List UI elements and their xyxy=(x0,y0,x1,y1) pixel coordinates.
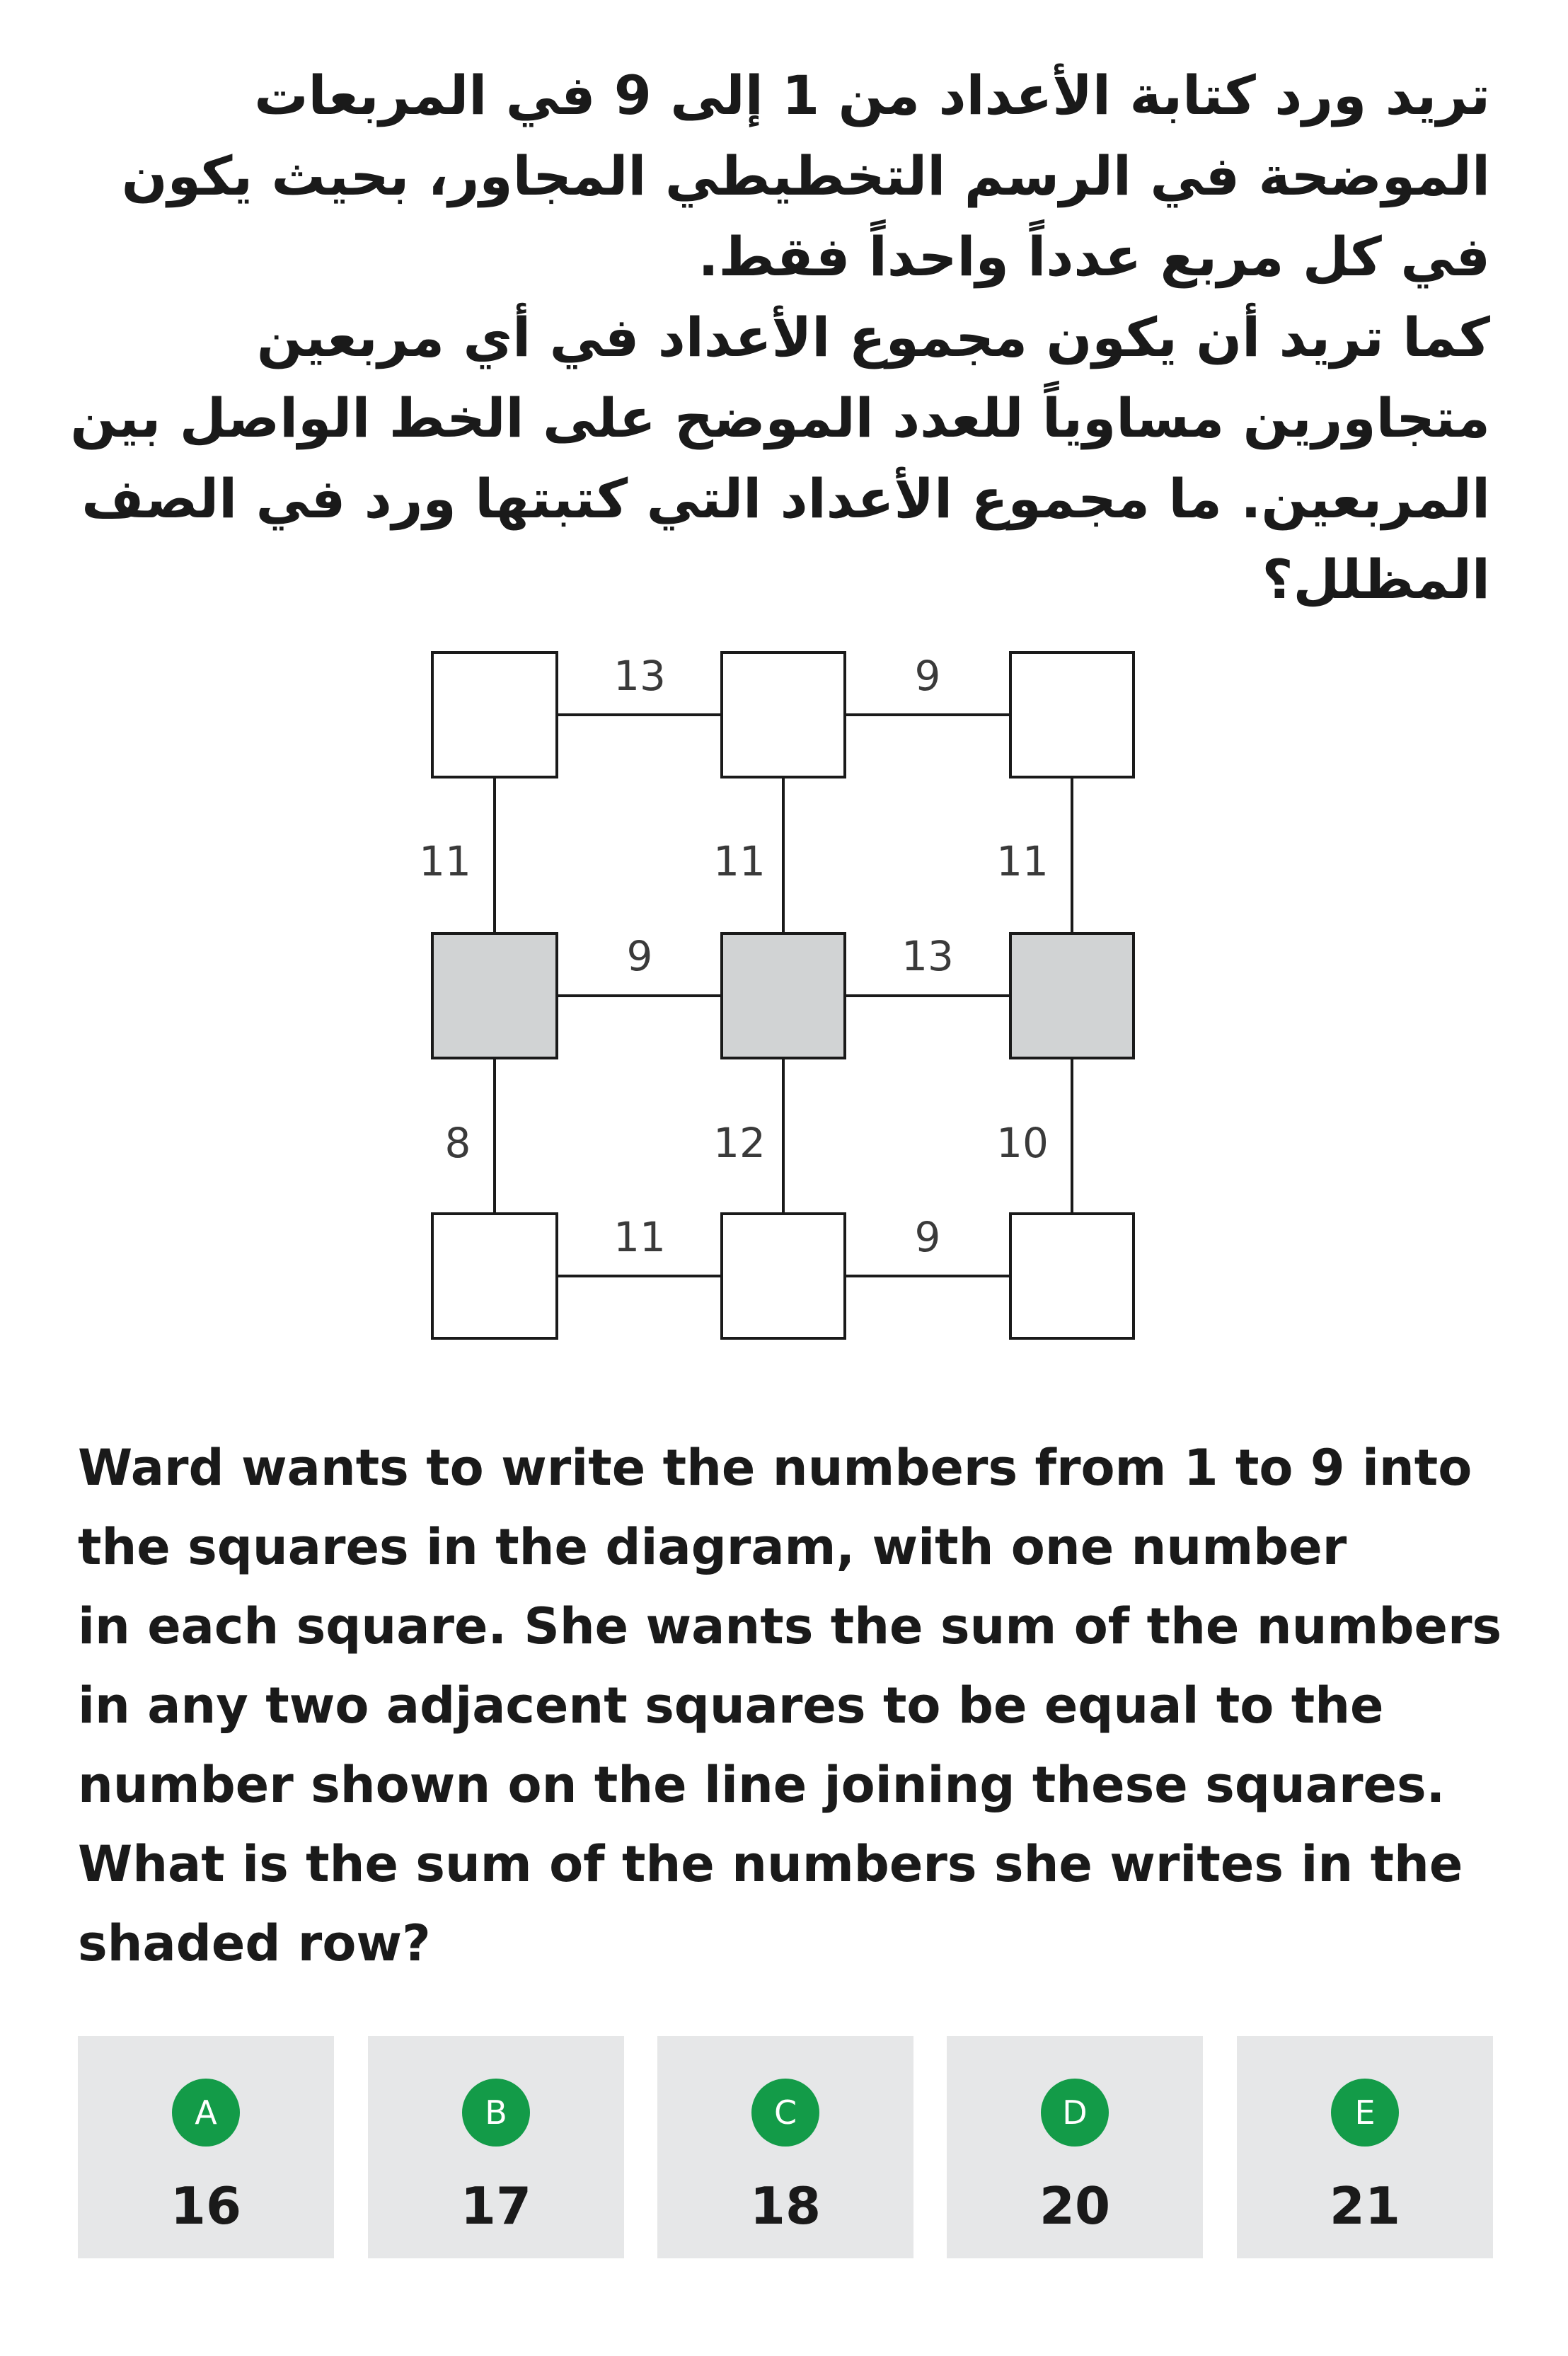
edge-label: 11 xyxy=(419,837,471,885)
choice-value: 18 xyxy=(749,2176,822,2236)
edge-label: 11 xyxy=(996,837,1049,885)
choice-value: 16 xyxy=(170,2176,242,2236)
question-english-line: shaded row? xyxy=(78,1914,431,1972)
grid-square xyxy=(432,653,557,777)
question-arabic-line: المظلل؟ xyxy=(1262,548,1490,611)
question-arabic-line: كما تريد أن يكون مجموع الأعداد في أي مربعين xyxy=(256,306,1490,369)
grid-square xyxy=(432,1214,557,1338)
question-arabic-line: في كل مربع عدداً واحداً فقط. xyxy=(698,225,1490,288)
choice-e-button[interactable] xyxy=(1237,2036,1493,2258)
question-arabic-line: الموضحة في الرسم التخطيطي المجاور، بحيث يكون xyxy=(121,144,1490,207)
grid-square xyxy=(722,1214,845,1338)
edge-label: 9 xyxy=(626,932,653,980)
question-arabic xyxy=(47,55,1490,620)
edge-label: 10 xyxy=(996,1119,1049,1167)
choice-letter-badge: A xyxy=(172,2079,240,2147)
question-english-line: the squares in the diagram, with one number xyxy=(78,1518,1347,1576)
choice-value: 20 xyxy=(1039,2176,1111,2236)
question-arabic-line: المربعين. ما مجموع الأعداد التي كتبتها ورد في الصف xyxy=(81,467,1490,530)
choice-letter-badge: C xyxy=(751,2079,819,2147)
question-english-line: number shown on the line joining these squares. xyxy=(78,1756,1446,1814)
choice-d-button[interactable] xyxy=(947,2036,1203,2258)
edge-label: 11 xyxy=(613,1213,666,1261)
connectors xyxy=(495,715,1072,1276)
grid-square xyxy=(1010,1214,1134,1338)
question-english-line: Ward wants to write the numbers from 1 to 9 into xyxy=(78,1439,1472,1497)
choice-letter-badge: E xyxy=(1331,2079,1399,2147)
choice-letter-badge: B xyxy=(462,2079,530,2147)
edge-label: 9 xyxy=(914,1213,941,1261)
grid-square xyxy=(1010,653,1134,777)
shaded-square xyxy=(722,933,845,1058)
edge-labels xyxy=(419,652,1049,1261)
shaded-square xyxy=(432,933,557,1058)
edge-label: 12 xyxy=(713,1119,766,1167)
choice-value: 21 xyxy=(1329,2176,1401,2236)
choice-letter-badge: D xyxy=(1041,2079,1109,2147)
choice-a-button[interactable] xyxy=(78,2036,334,2258)
question-english-line: in any two adjacent squares to be equal to the xyxy=(78,1677,1384,1735)
question-arabic-line: متجاورين مساوياً للعدد الموضح على الخط الواصل بين xyxy=(70,386,1490,449)
edge-label: 11 xyxy=(713,837,766,885)
edge-label: 8 xyxy=(444,1119,471,1167)
choice-value: 17 xyxy=(460,2176,532,2236)
edge-label: 13 xyxy=(613,652,666,700)
question-english-line: What is the sum of the numbers she writes in the xyxy=(78,1835,1463,1893)
grid-square xyxy=(722,653,845,777)
edge-label: 13 xyxy=(901,932,954,980)
edge-label: 9 xyxy=(914,652,941,700)
question-arabic-line: تريد ورد كتابة الأعداد من 1 إلى 9 في المربعات xyxy=(254,64,1490,127)
answer-choices xyxy=(78,2036,1493,2258)
choice-b-button[interactable] xyxy=(368,2036,624,2258)
choice-c-button[interactable] xyxy=(657,2036,913,2258)
shaded-square xyxy=(1010,933,1134,1058)
question-english xyxy=(78,1428,1502,1983)
squares xyxy=(432,653,1134,1338)
question-english-line: in each square. She wants the sum of the numbers xyxy=(78,1597,1502,1655)
